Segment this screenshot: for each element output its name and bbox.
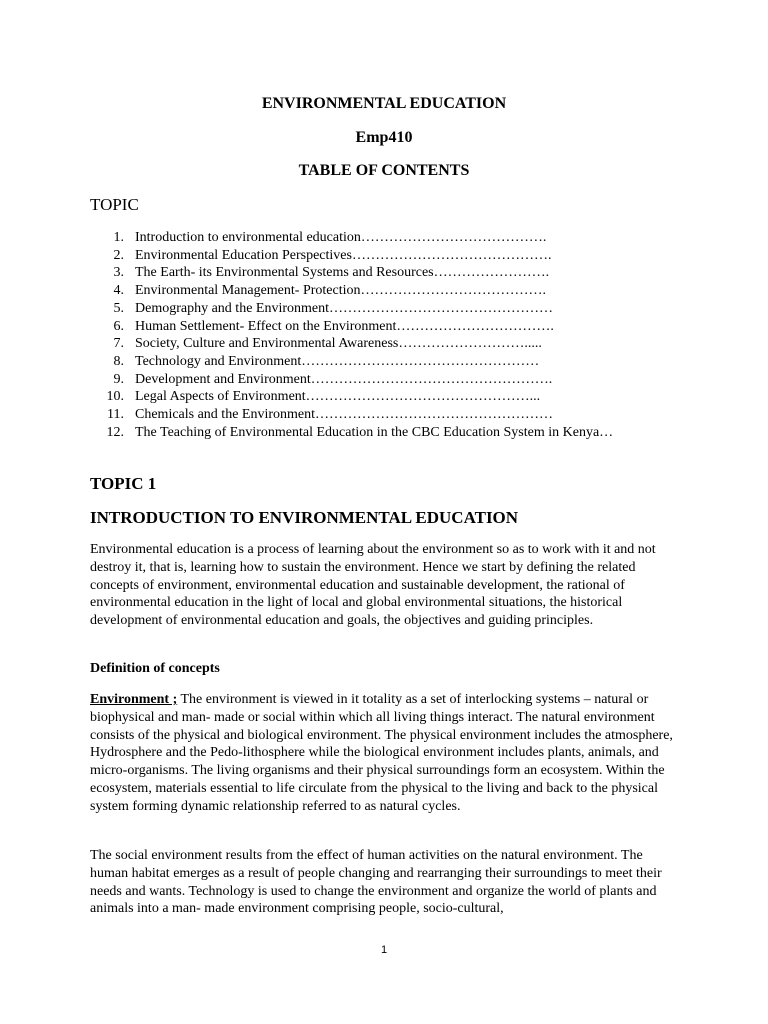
toc-item-text: Society, Culture and Environmental Awareness………………………..... [135, 336, 542, 352]
course-code: Emp410 [355, 129, 413, 146]
social-environment-paragraph: The social environment results from the effect of human activities on the natural environment. The human habitat emerges as a result of people changing and rearranging their surroundings to meet their needs and wants. Technology is used to change the environment and organize the world of plants and animals into a man- made environment comprising people, socio-cultural, [90, 848, 662, 917]
toc-item-text: Development and Environment……………………………………………. [135, 371, 553, 387]
table-of-contents-heading: TABLE OF CONTENTS [298, 162, 470, 179]
toc-item-text: Demography and the Environment………………………………………… [135, 300, 554, 316]
toc-item [90, 264, 730, 282]
toc-item [90, 229, 730, 247]
toc-item-number: 2. [113, 247, 124, 263]
toc-item [90, 371, 730, 389]
toc-item [90, 353, 730, 371]
toc-item-text: Environmental Management- Protection…………………………………. [135, 283, 546, 299]
toc-item-text: Introduction to environmental education…………………………………. [135, 230, 547, 245]
toc-item-text: Legal Aspects of Environment…………………………………………... [135, 389, 541, 405]
toc-item-text: Human Settlement- Effect on the Environment……………………………. [135, 318, 554, 334]
toc-item [90, 300, 730, 318]
toc-item [90, 247, 730, 265]
toc-item-number: 4. [113, 283, 124, 299]
toc-item-number: 3. [113, 265, 124, 281]
definition-of-concepts-heading: Definition of concepts [90, 661, 220, 676]
toc-item-text: Technology and Environment…………………………………………… [135, 353, 540, 369]
toc-item-number: 8. [113, 353, 124, 369]
toc-item [90, 424, 730, 442]
table-of-contents-list [90, 229, 730, 441]
toc-item-text: The Teaching of Environmental Education in the CBC Education System in Kenya… [135, 424, 614, 440]
toc-item-number: 7. [113, 336, 124, 352]
toc-item [90, 388, 730, 406]
environment-definition-text: The environment is viewed in it totality as a set of interlocking systems – natural or biophysical and man- made or social within which all living things interact. The natural environment consists of the physical and biological environment. The physical environment includes the atmosphere, Hydrosphere and the Pedo-lithosphere while the biological environment includes plants, animals, and micro-organisms. The living organisms and their physical surroundings form an ecosystem. Within the ecosystem, materials essential to life circulate from the physical to the living and back to the physical system forming dynamic relationship referred to as natural cycles. [90, 692, 673, 814]
toc-item-text: Environmental Education Perspectives……………………………………. [135, 247, 552, 263]
toc-item-number: 11. [107, 407, 124, 423]
document-title: ENVIRONMENTAL EDUCATION [261, 95, 507, 112]
toc-item-number: 9. [113, 371, 124, 387]
topic-1-heading: TOPIC 1 [90, 474, 157, 493]
intro-paragraph: Environmental education is a process of learning about the environment so as to work with it and not destroy it, that is, learning how to sustain the environment. Hence we start by defining the related concepts of environment, environmental education and sustainable development, the rational of environmental education in the light of local and global environmental situations, the historical development of environmental education and goals, the objectives and guiding principles. [90, 542, 656, 629]
toc-item-text: The Earth- its Environmental Systems and Resources……………………. [135, 265, 550, 281]
toc-item [90, 282, 730, 300]
introduction-heading: INTRODUCTION TO ENVIRONMENTAL EDUCATION [90, 508, 519, 527]
toc-item-text: Chemicals and the Environment…………………………………………… [135, 407, 554, 423]
toc-item-number: 10. [106, 389, 124, 405]
page-number: 1 [380, 944, 388, 956]
toc-item [90, 318, 730, 336]
environment-term: Environment ; [90, 692, 178, 707]
topic-label: TOPIC [90, 195, 139, 214]
toc-item-number: 5. [113, 300, 124, 316]
toc-item [90, 335, 730, 353]
toc-item-number: 12. [106, 424, 124, 440]
environment-definition-paragraph [90, 691, 680, 816]
toc-item [90, 406, 730, 424]
toc-item-number: 6. [113, 318, 124, 334]
toc-item-number: 1. [113, 230, 124, 245]
